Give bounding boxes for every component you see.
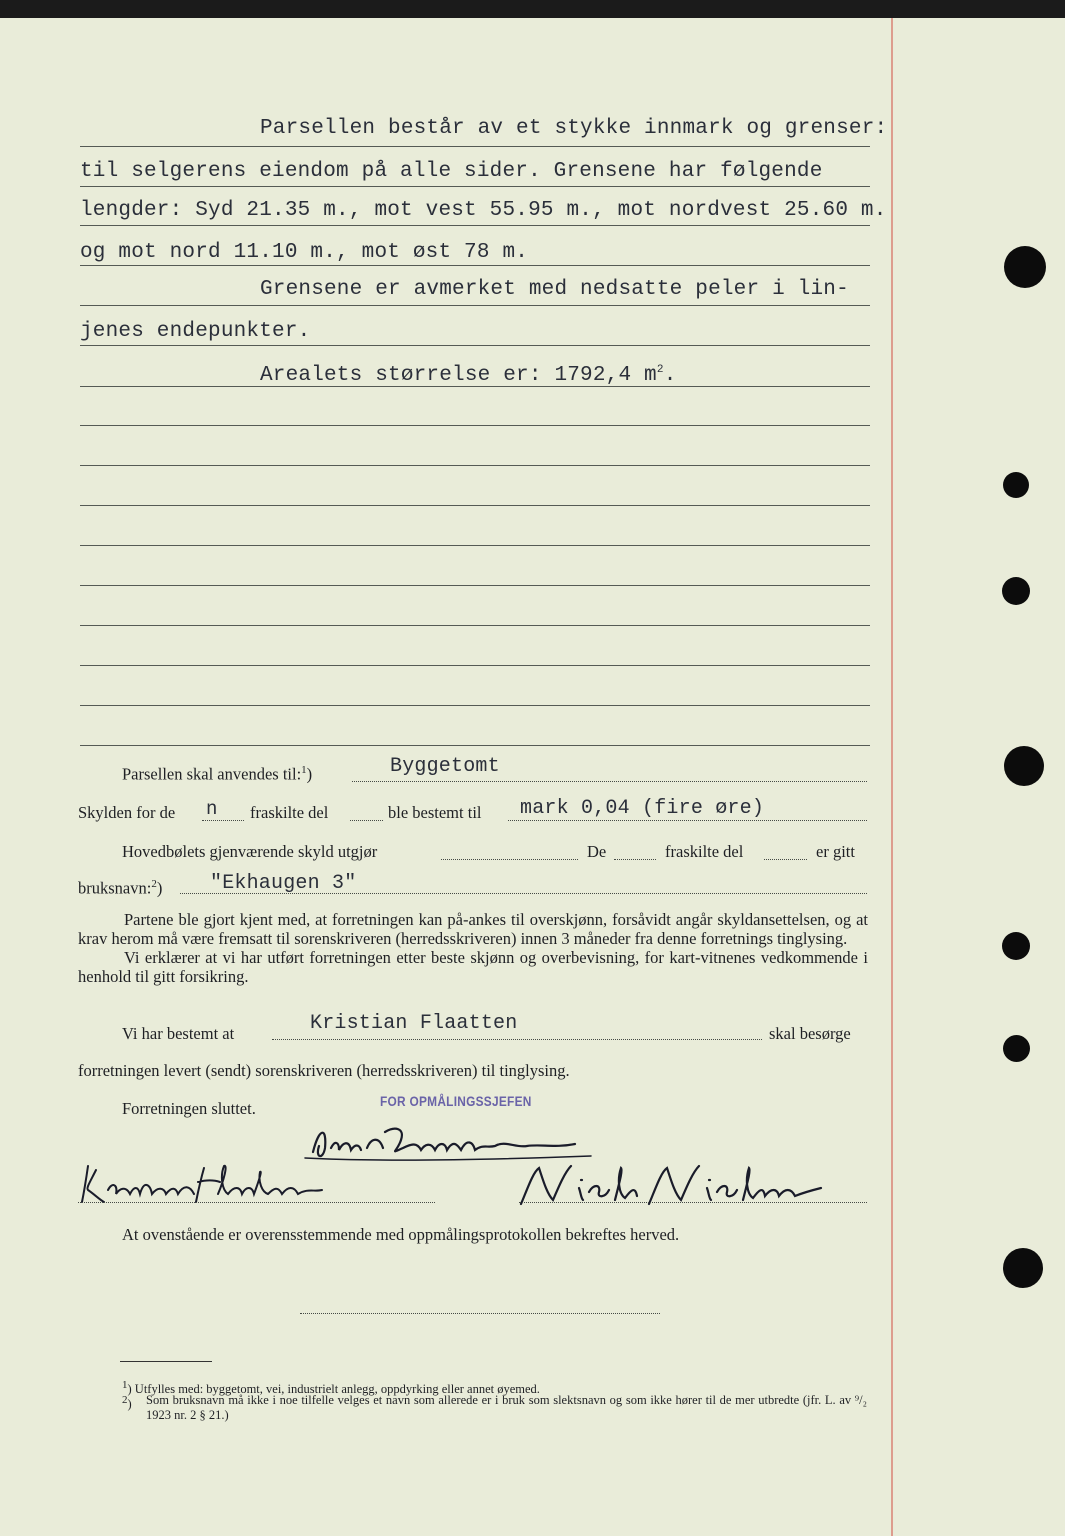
hoved-label: Hovedbølets gjenværende skyld utgjør (122, 842, 378, 861)
margin-line (891, 18, 893, 1536)
skyld-blank-line (350, 820, 383, 821)
office-stamp: FOR OPMÅLINGSSJEFEN (380, 1093, 532, 1109)
text-line-4: og mot nord 11.10 m., mot øst 78 m. (80, 241, 529, 264)
footnote-1: $^1$) Utfylles med: byggetomt, vei, industrielt anlegg, oppdyrking eller annet øyemed. (122, 1379, 540, 1397)
bruksnavn-label: bruksnavn:$^2$) (78, 878, 163, 898)
hoved-gitt: er gitt (816, 842, 855, 861)
skyld-prefix: Skylden for de (78, 803, 176, 822)
ruled-line (80, 705, 870, 706)
ruled-line (80, 345, 870, 346)
punch-hole (1003, 1035, 1030, 1062)
bestemt-value: Kristian Flaatten (310, 1012, 518, 1035)
text-line-2: til selgerens eiendom på alle sider. Grensene har følgende (80, 160, 823, 183)
bestemt-label: Vi har bestemt at (122, 1024, 235, 1043)
hoved-fraskilte: fraskilte del (665, 842, 744, 861)
skyld-mid2: ble bestemt til (388, 803, 482, 822)
levert-text: forretningen levert (sendt) sorenskriveren (herredsskriveren) til tinglysing. (78, 1061, 570, 1080)
area-superscript: 2 (656, 364, 664, 376)
hoved-de: De (587, 842, 607, 861)
punch-hole (1004, 246, 1046, 288)
ruled-line (80, 225, 870, 226)
ruled-line (80, 146, 870, 147)
hoved-de-line (614, 859, 656, 860)
punch-hole (1004, 746, 1044, 786)
hoved-line (441, 859, 578, 860)
text-line-5: Grensene er avmerket med nedsatte peler i lin- (260, 278, 849, 301)
skyld-fill: n (206, 798, 218, 820)
confirmation-text: At ovenstående er overensstemmende med oppmålingsprotokollen bekreftes herved. (122, 1225, 680, 1244)
area-end: . (663, 364, 677, 387)
signature-line-left (78, 1202, 435, 1203)
ruled-line (80, 186, 870, 187)
skyld-fill-line (202, 820, 244, 821)
ruled-line (80, 745, 870, 746)
ruled-line (80, 465, 870, 466)
signature-line-right (519, 1202, 867, 1203)
skyld-value: mark 0,04 (fire øre) (520, 797, 765, 820)
punch-hole (1003, 472, 1029, 498)
ruled-line (80, 265, 870, 266)
scan-top-edge (0, 0, 1065, 18)
skyld-value-line (508, 820, 867, 821)
text-line-3: lengder: Syd 21.35 m., mot vest 55.95 m., mot nordvest 25.60 m. (80, 199, 887, 222)
appeal-paragraph: Partene ble gjort kjent med, at forretningen kan på-ankes til overskjønn, forsåvidt angår skyldansettelsen, og at krav herom må være fremsatt til sorenskriveren (herredsskriveren) innen 3 måneder fra denne forretnings tinglysing. Vi erklærer at vi har utført forretningen etter beste skjønn og overbevisning, for kart-vitnenes vedkommende i henhold til gitt forsikring. (78, 910, 868, 986)
punch-hole (1002, 577, 1030, 605)
use-field-line (352, 781, 867, 782)
use-value: Byggetomt (390, 755, 500, 778)
text-line-6: jenes endepunkter. (80, 320, 311, 343)
footnote-rule (120, 1361, 212, 1362)
bruksnavn-value: "Ekhaugen 3" (210, 872, 357, 895)
bestemt-line (272, 1039, 762, 1040)
ruled-line (80, 505, 870, 506)
skyld-mid: fraskilte del (250, 803, 329, 822)
use-label: Parsellen skal anvendes til:$^1$) (122, 764, 313, 784)
ruled-line (80, 625, 870, 626)
area-line (260, 364, 677, 387)
besorge-text: skal besørge (769, 1024, 851, 1043)
text-line-1: Parsellen består av et stykke innmark og grenser: (260, 117, 888, 140)
ruled-line (80, 585, 870, 586)
sluttet-text: Forretningen sluttet. (122, 1099, 256, 1118)
ruled-line (80, 665, 870, 666)
punch-hole (1002, 932, 1030, 960)
hoved-fraskilte-line (764, 859, 807, 860)
ruled-line (80, 545, 870, 546)
punch-hole (1003, 1248, 1043, 1288)
area-text: Arealets størrelse er: 1792,4 m (260, 364, 657, 387)
ruled-line (80, 425, 870, 426)
footnote-2: $^2$) Som bruksnavn må ikke i noe tilfelle velges et navn som allerede er i bruk som slektsnavn og som ikke hører til de mer utbredte (jfr. L. av ⁹/₂ 1923 nr. 2 § 21.) (122, 1393, 867, 1422)
ruled-line (80, 305, 870, 306)
confirmation-signature-line (300, 1313, 660, 1314)
